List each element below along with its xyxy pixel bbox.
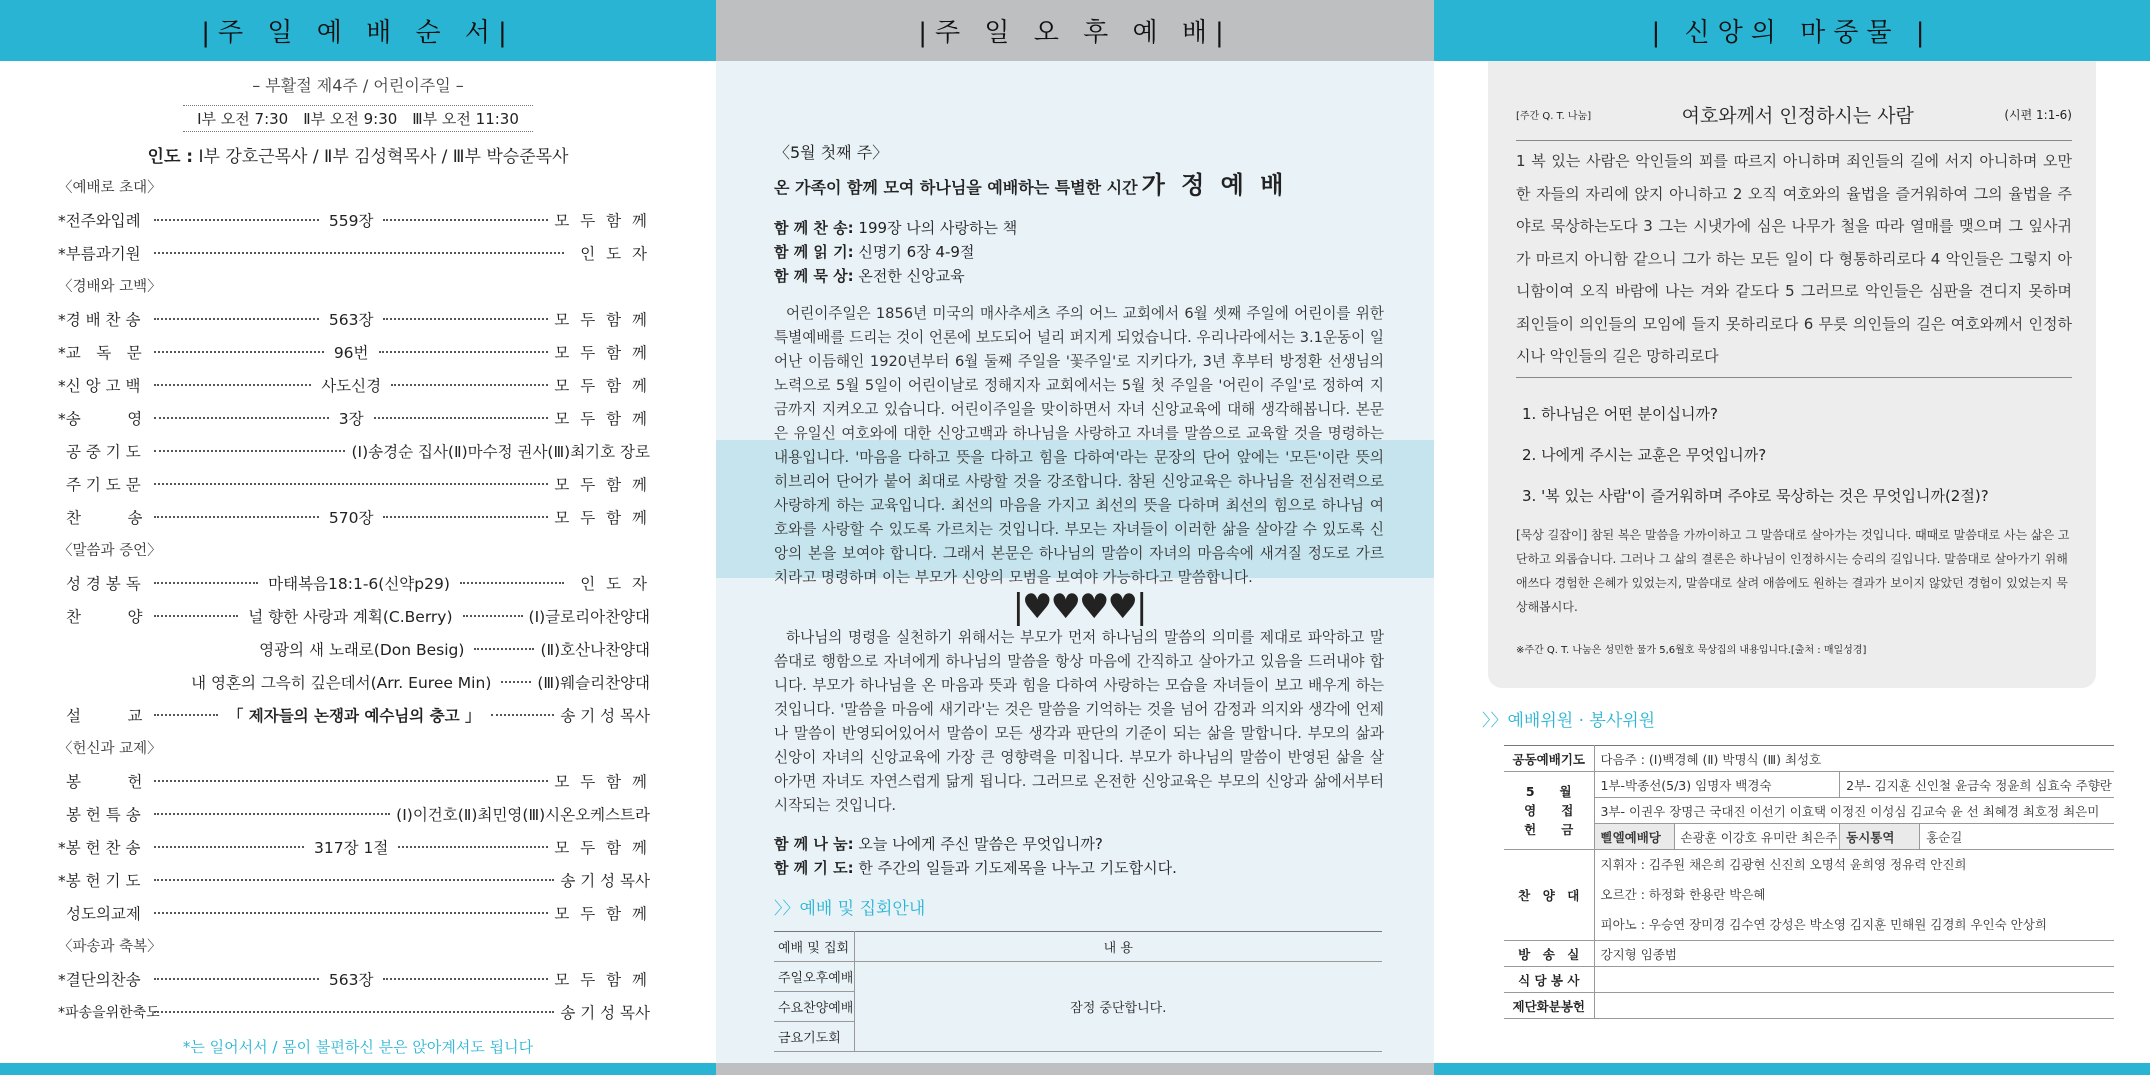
sermon-title: 「 제자들의 논쟁과 예수님의 충고 」 [227,706,481,725]
section-heading: 〈헌신과 교제〉 [58,741,162,757]
vol-value: 다음주 : (Ⅰ)백경혜 (Ⅱ) 박명식 (Ⅲ) 최성호 [1594,746,2114,772]
row-right: 모 두 함 께 [554,970,650,989]
dot-leader [154,219,319,221]
hymn-line [774,216,1384,240]
service-row [58,995,650,1028]
service-row [58,698,650,731]
afternoon-worship-column [716,0,1434,1075]
row-right: 모 두 함 께 [554,211,650,230]
row-mid: 3장 [338,409,364,428]
section-heading: 〈경배와 고백〉 [58,279,162,295]
table-cell: 금요기도회 [774,1022,854,1052]
vol-key: 찬 양 대 [1504,850,1594,941]
prayer-label: 함 께 기 도: [774,859,854,877]
row-mid: 563장 [328,970,374,989]
row-mid: 영광의 새 노래로(Don Besig) [259,640,465,659]
row-right: 인 도 자 [580,574,651,593]
row-right: 송 기 성 목사 [560,871,650,890]
row-label: *부름과기원 [58,244,141,263]
prayer-line [774,856,1384,880]
row-label: 찬 송 [66,508,143,527]
row-label: 봉 헌 [66,772,143,791]
headline [774,165,1384,200]
dot-leader [474,648,534,650]
table-cell: 수요찬양예배 [774,992,854,1022]
row-label: 성도의교제 [66,904,141,923]
row-right: 모 두 함 께 [554,343,651,362]
volunteers-title: 〉〉예배위원 · 봉사위원 [1482,711,1656,731]
dot-leader [379,351,549,353]
table-header: 내 용 [854,932,1382,962]
row-right: (Ⅰ)송경순 집사(Ⅱ)마수정 권사(Ⅲ)최기호 장로 [351,442,650,461]
qt-scripture: 1 복 있는 사람은 악인들의 꾀를 따르지 아니하며 죄인들의 길에 서지 아니하며 오만한 자들의 자리에 앉지 아니하고 2 오직 여호와의 율법을 즐거워하여 그의 율법을 주야로 묵상하는도다 3 그는 시냇가에 심은 나무가 철을 따라 열매를 맺으며 그 잎사귀가 마르지 아니함 같으니 그가 하는 모든 일이 다 형통하리로다 4 악인들은 그렇지 아니함이여 오직 바람에 나는 겨와 같도다 5 그러므로 악인들은 심판을 견디지 못하며 죄인들이 의인들의 모임에 들지 못하리로다 6 무릇 의인들의 길은 여호와께서 인정하시나 악인들의 길은 망하리로다 [1516,141,2072,378]
worship-order-header: |주 일 예 배 순 서| [0,0,716,61]
vol-key: 5 월 영 접 헌 금 [1504,772,1594,850]
service-row [58,302,650,335]
row-label: *봉 헌 찬 송 [58,838,141,857]
faith-header: | 신앙의 마중물 | [1434,0,2150,61]
row-label: *봉 헌 기 도 [58,871,141,890]
week-label: 〈5월 첫째 주〉 [774,143,889,162]
row-mid: 사도신경 [321,376,382,395]
dot-leader [460,582,564,584]
row-right: 모 두 함 께 [554,772,650,791]
dot-leader [383,516,548,518]
service-row [58,962,650,995]
service-row [58,368,650,401]
vol-value [1594,850,2114,941]
qt-title: 여호와께서 인정하시는 사람 [1681,105,1914,127]
service-row [58,896,650,929]
meditation-guide: [묵상 길잡이] 참된 복은 말씀을 가까이하고 그 말씀대로 살아가는 것입니다. 때때로 말씀대로 사는 삶은 고단하고 외롭습니다. 그러나 그 삶의 결론은 하나님이 인정하시는 승리의 길입니다. 말씀대로 살아가기 위해 애쓰다 경험한 은혜가 있었는지, 말씀대로 살려 애씀에도 원하는 결과가 보이지 않았던 경험이 있었는지 묵상해봅시다. [1516,527,2070,614]
dot-leader [154,780,548,782]
share-label: 함 께 나 눔: [774,835,854,853]
dot-leader [154,813,390,815]
reading-line [774,240,1384,264]
choir-conductors: 지휘자 : 김주원 채은희 김광현 신진희 오명석 윤희영 정유력 안진희 [1600,857,1967,872]
row-label: 설 교 [66,706,143,725]
row-mid: 563장 [328,310,374,329]
vol-key: 제단화분봉헌 [1504,993,1594,1019]
row-right: (Ⅰ)이건호(Ⅱ)최민영(Ⅲ)시온오케스트라 [396,805,650,824]
leaders-text: Ⅰ부 강호근목사 / Ⅱ부 김성혁목사 / Ⅲ부 박승준목사 [198,147,569,167]
row-right: 송 기 성 목사 [560,706,651,725]
service-row [58,566,650,599]
service-row [58,863,650,896]
dot-leader [154,978,319,980]
row-label: 공 중 기 도 [66,442,141,461]
table-cell: 주일오후예배 [774,962,854,992]
section-heading: 〈파송과 축복〉 [58,939,162,955]
vol-value: 손광훈 이강호 유미란 최은주 [1674,824,1840,850]
reading-value: 신명기 6장 4-9절 [858,243,975,261]
service-row [58,764,650,797]
row-label: *송 영 [58,409,143,428]
vol-key: 방 송 실 [1504,941,1594,967]
row-mid: 내 영혼의 그윽히 깊은데서(Arr. Euree Min) [191,673,492,692]
dot-leader [398,846,548,848]
dot-leader [383,978,548,980]
row-mid: 96번 [333,343,369,362]
footer-bar [716,1063,1434,1075]
row-label: 찬 양 [66,607,143,626]
service-row [58,335,650,368]
reading-label: 함 께 읽 기: [774,243,854,261]
family-worship-content [774,140,1384,1052]
service-times: Ⅰ부 오전 7:30 Ⅱ부 오전 9:30 Ⅲ부 오전 11:30 [183,105,533,132]
question-item: 3. '복 있는 사람'이 즐거워하며 주야로 묵상하는 것은 무엇입니까(2절)? [1522,486,1989,505]
prayer-value: 한 주간의 일들과 기도제목을 나누고 기도합시다. [858,859,1177,877]
row-mid: 570장 [328,508,374,527]
row-right: 모 두 함 께 [554,376,650,395]
qt-tag: [주간 Q. T. 나눔] [1516,111,1592,122]
row-right: (Ⅰ)글로리아찬양대 [528,607,650,626]
meeting-info-title: 〉〉예배 및 집회안내 [774,899,926,919]
dot-leader [154,351,324,353]
service-row [58,797,650,830]
row-label: *전주와입례 [58,211,141,230]
dot-leader [154,384,311,386]
row-mid: 마태복음18:1-6(신약p29) [268,574,450,593]
row-right: (Ⅲ)웨슬리찬양대 [537,673,650,692]
row-right: 송 기 성 목사 [560,1003,650,1022]
row-label: *결단의찬송 [58,970,141,989]
row-mid: 317장 1절 [314,838,389,857]
section-heading: 〈예배로 초대〉 [58,180,162,196]
leaders-label: 인도 : [147,147,194,167]
dot-leader [391,384,548,386]
row-label: *교 독 문 [58,343,142,362]
service-order-list [58,170,650,1028]
headline-text: 온 가족이 함께 모여 하나님을 예배하는 특별한 시간 [774,178,1138,197]
row-label: *경 배 찬 송 [58,310,141,329]
dot-leader [154,450,345,452]
worship-order-column [0,0,716,1075]
qt-source: ※주간 Q. T. 나눔은 성민한 물가 5,6월호 묵상집의 내용입니다.[출처 : 매일성경] [1516,644,1867,656]
hymn-value: 199장 나의 사랑하는 책 [858,219,1018,237]
body-paragraph-2: 하나님의 명령을 실천하기 위해서는 부모가 먼저 하나님의 말씀의 의미를 제대로 파악하고 말씀대로 행함으로 자녀에게 하나님의 말씀을 항상 마음에 간직하고 살아가고 있음을 드러내야 합니다. 부모가 하나님을 온 마음과 뜻과 힘을 다하여 사랑하는 모습을 자녀들이 보고 배우게 하는 것입니다. '말씀을 마음에 새기라'는 것은 말씀을 기억하는 것을 넘어 감정과 의지와 생각에 언제나 말씀이 반영되어있어서 말씀이 모든 생각과 판단의 기준이 되는 삶을 말합니다. 부모의 삶과 신앙이 자녀의 신앙교육에 가장 큰 영향력을 미칩니다. 부모가 하나님의 말씀이 반영된 삶을 살아가면 자녀도 자연스럽게 닮게 됩니다. 그러므로 온전한 신앙교육은 부모의 신앙과 삶에서부터 시작되는 것입니다. [774,629,1384,814]
row-right: 모 두 함 께 [554,409,650,428]
dot-leader [491,714,555,716]
qt-title-row [1516,101,2072,141]
vol-value: 3부- 이권우 장명근 국대진 이선기 이효택 이정진 이성심 김교숙 윤 선 최혜경 최호정 최은미 [1594,798,2114,824]
meditation-label: 함 께 묵 상: [774,267,854,285]
subtitle: – 부활절 제4주 / 어린이주일 – [252,76,464,95]
dot-leader [501,681,531,683]
vol-key: 식 당 봉 사 [1504,967,1594,993]
hymn-label: 함 께 찬 송: [774,219,854,237]
row-right: 모 두 함 께 [554,904,650,923]
row-label: 봉 헌 특 송 [66,805,141,824]
dot-leader [154,846,304,848]
row-label: 성 경 봉 독 [66,574,141,593]
row-mid: 559장 [328,211,374,230]
row-label: *파송을위한축도 [58,1004,160,1021]
dot-leader [154,417,329,419]
dot-leader [154,879,554,881]
share-value: 오늘 나에게 주신 말씀은 무엇입니까? [858,835,1103,853]
vol-value: 2부- 김지훈 신인철 윤금숙 정윤희 심효숙 주향란 [1840,772,2114,798]
volunteers-table [1504,745,2114,1019]
table-content: 잠정 중단합니다. [854,962,1382,1052]
dot-leader [154,252,564,254]
dot-leader [154,1011,554,1013]
choir-piano: 피아노 : 우승연 장미경 김수연 강성은 박소영 김지훈 민해원 김경희 우인숙 안상희 [1600,917,2047,932]
service-row [58,401,650,434]
qt-questions [1516,394,2072,517]
afternoon-worship-header: |주 일 오 후 예 배| [716,0,1434,61]
row-right: 모 두 함 께 [554,508,650,527]
question-item: 2. 나에게 주시는 교훈은 무엇입니까? [1522,445,1767,464]
qt-panel [1488,61,2096,688]
meditation-value: 온전한 신앙교육 [858,267,965,285]
service-row [58,665,650,698]
dot-leader [383,318,548,320]
heart-divider-icon: |♥♥♥♥| [1012,587,1146,627]
share-line [774,832,1384,856]
dot-leader [154,318,319,320]
row-label: *신 앙 고 백 [58,376,141,395]
vol-value: 삘엘예배당 [1594,824,1674,850]
leaders [0,142,716,167]
meeting-info-table [774,931,1382,1052]
qt-reference: (시편 1:1-6) [2004,108,2072,122]
service-row [58,434,650,467]
standing-note: *는 일어서서 / 몸이 불편하신 분은 앉아계셔도 됩니다 [182,1038,534,1056]
choir-organ: 오르간 : 하정화 한용란 박은혜 [1600,887,1766,902]
dot-leader [154,615,238,617]
row-right: 모 두 함 께 [554,838,651,857]
vol-value: 강지형 임종범 [1594,941,2114,967]
service-row [58,236,650,269]
dot-leader [154,516,319,518]
service-row [58,203,650,236]
dot-leader [374,417,549,419]
service-row [58,500,650,533]
vol-key: 공동예배기도 [1504,746,1594,772]
body-paragraph-1: 어린이주일은 1856년 미국의 매사추세츠 주의 어느 교회에서 6월 셋째 주일에 어린이를 위한 특별예배를 드리는 것이 언론에 보도되어 널리 퍼지게 되었습니다. 우리나라에서는 3.1운동이 일어난 이듬해인 1920년부터 6월 둘째 주일을 '꽃주일'로 지키다가, 3년 후부터 방정환 선생님의 노력으로 5월 5일이 어린이날로 정해지자 교회에서는 5월 첫 주일을 '어린이 주일'로 정하여 지금까지 지켜오고 있습니다. 어린이주일을 맞이하면서 자녀 신앙교육에 대해 생각해봅니다. 본문은 유일신 여호와에 대한 신앙고백과 하나님을 사랑하고 자녀를 말씀으로 교육할 것을 명령하는 내용입니다. '마음을 다하고 뜻을 다하고 힘을 다하여'라는 문장의 단어 앞에는 '모든'이란 뜻의 히브리어 단어가 붙어 최대로 사랑할 것을 강조합니다. 참된 신앙교육은 하나님을 전심전력으로 사랑하게 하는 교육입니다. 최선의 마음을 가지고 최선의 뜻을 다하며 최선의 힘으로 하나님 여호와를 사랑할 수 있도록 가르치는 것입니다. 부모는 자녀들이 이러한 삶을 살아갈 수 있도록 신앙의 본을 보여야 합니다. 그래서 본문은 하나님의 말씀이 자녀의 마음속에 새겨질 정도로 가르치라고 명령하며 이는 부모가 신앙의 모범을 보여야 가능하다고 말씀합니다. [774,305,1384,586]
service-row [58,830,650,863]
vol-value [1594,993,2114,1019]
dot-leader [383,219,548,221]
dot-leader [154,714,218,716]
footer-bar [1434,1063,2150,1075]
vol-value [1594,967,2114,993]
service-row [58,632,650,665]
row-right: 모 두 함 께 [554,475,650,494]
dot-leader [154,483,548,485]
service-row [58,467,650,500]
row-right: (Ⅱ)호산나찬양대 [540,640,650,659]
row-right: 인 도 자 [580,244,650,263]
vol-value: 홍순길 [1920,824,2114,850]
table-header: 예배 및 집회 [774,932,854,962]
row-mid: 널 향한 사랑과 계획(C.Berry) [248,607,453,626]
section-heading: 〈말씀과 증언〉 [58,543,162,559]
dot-leader [154,582,258,584]
vol-value: 동시통역 [1840,824,1920,850]
footer-bar [0,1063,716,1075]
vol-value: 1부-박종선(5/3) 임명자 백경숙 [1594,772,1840,798]
dot-leader [463,615,523,617]
question-item: 1. 하나님은 어떤 분이십니까? [1522,404,1718,423]
meditation-line [774,264,1384,288]
headline-big: 가 정 예 배 [1141,171,1288,199]
row-label: 주 기 도 문 [66,475,141,494]
row-right: 모 두 함 께 [554,310,650,329]
dot-leader [154,912,548,914]
service-row [58,599,650,632]
